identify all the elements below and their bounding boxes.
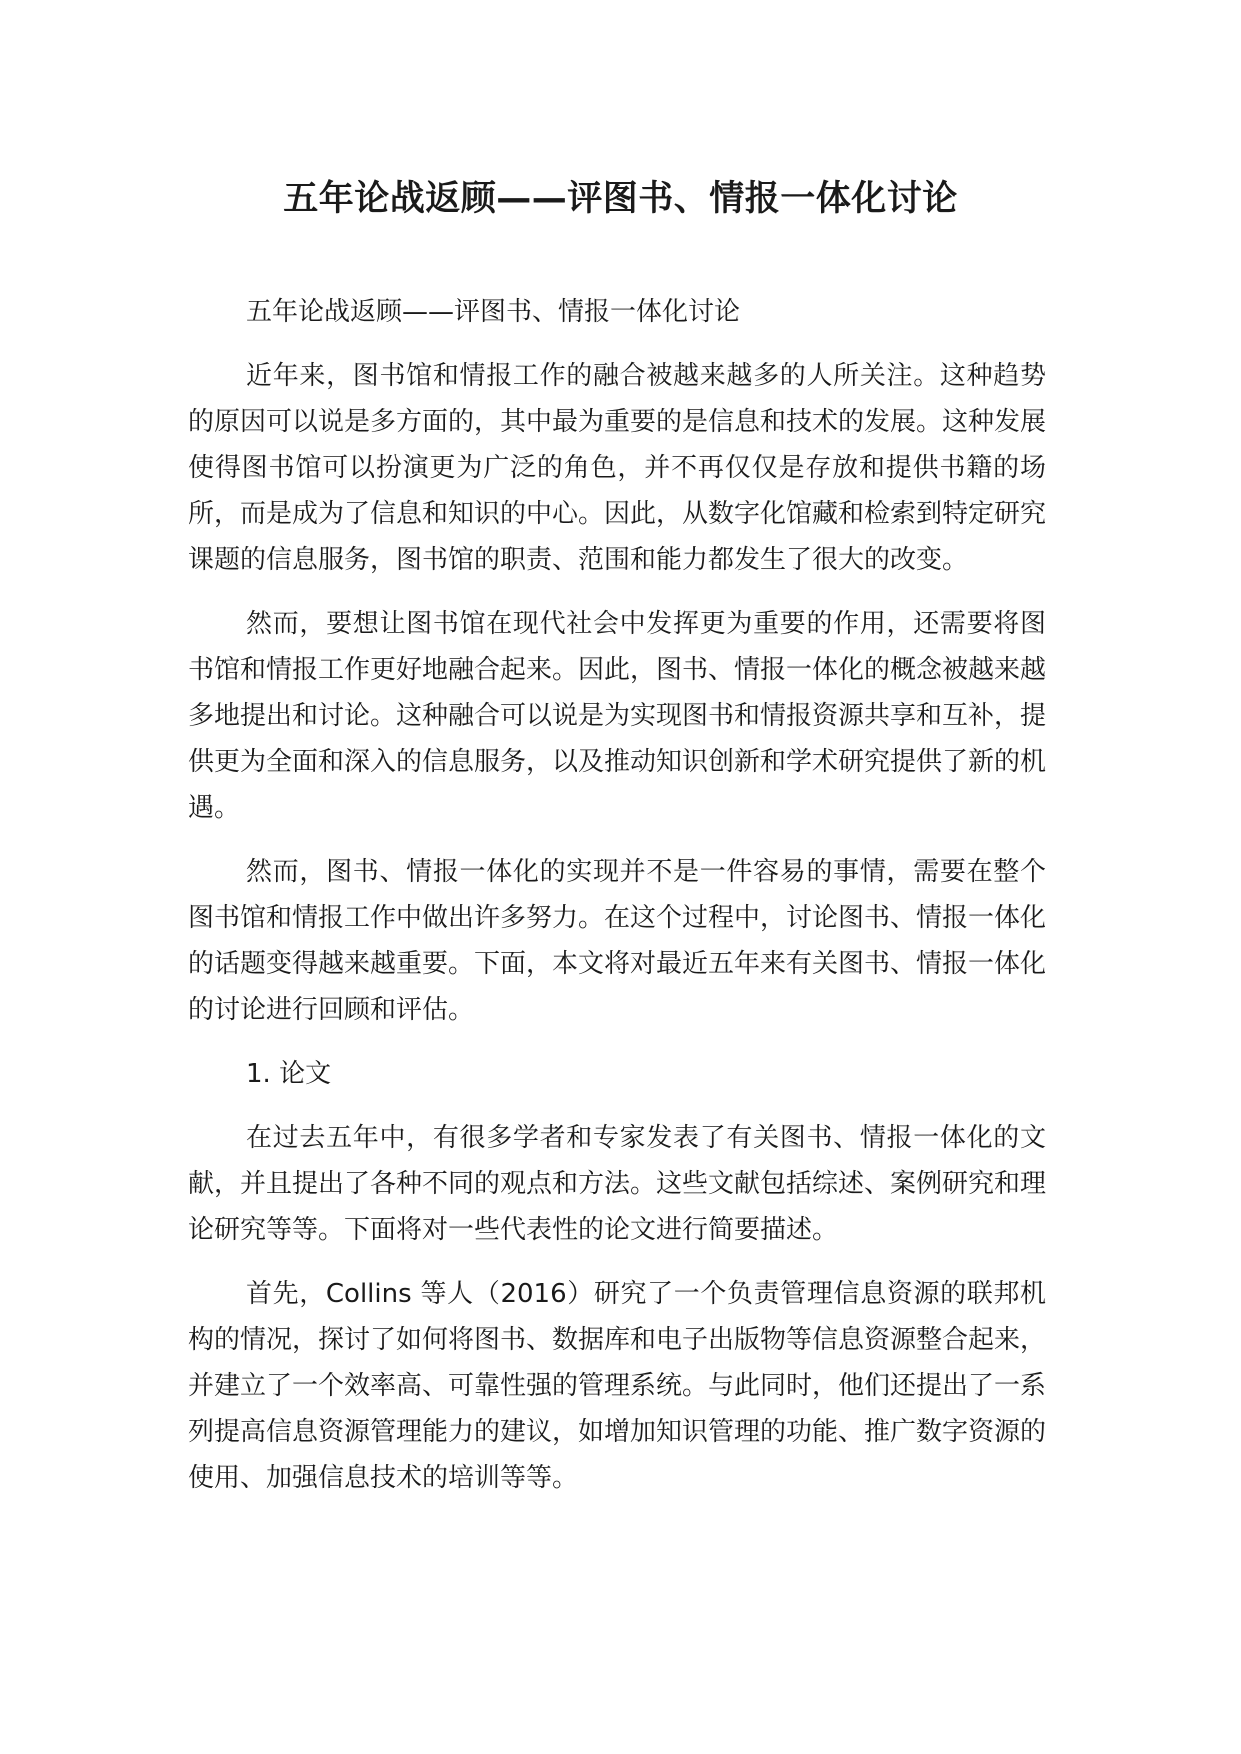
paragraph: 然而，图书、情报一体化的实现并不是一件容易的事情，需要在整个图书馆和情报工作中做出许多努力。在这个过程中，讨论图书、情报一体化的话题变得越来越重要。下面，本文将对最近五年来有关图书、情报一体化的讨论进行回顾和评估。 — [188, 857, 1047, 1025]
paragraph-subtitle: 五年论战返顾——评图书、情报一体化讨论 — [246, 297, 741, 327]
paragraph: 近年来，图书馆和情报工作的融合被越来越多的人所关注。这种趋势的原因可以说是多方面的，其中最为重要的是信息和技术的发展。这种发展使得图书馆可以扮演更为广泛的角色，并不再仅仅是存放和提供书籍的场所，而是成为了信息和知识的中心。因此，从数字化馆藏和检索到特定研究课题的信息服务，图书馆的职责、范围和能力都发生了很大的改变。 — [188, 361, 1047, 575]
section-heading: 1. 论文 — [246, 1059, 332, 1089]
document-body — [188, 289, 1046, 1519]
paragraph: 然而，要想让图书馆在现代社会中发挥更为重要的作用，还需要将图书馆和情报工作更好地融合起来。因此，图书、情报一体化的概念被越来越多地提出和讨论。这种融合可以说是为实现图书和情报资源共享和互补，提供更为全面和深入的信息服务，以及推动知识创新和学术研究提供了新的机遇。 — [188, 609, 1047, 823]
paragraph: 在过去五年中，有很多学者和专家发表了有关图书、情报一体化的文献，并且提出了各种不同的观点和方法。这些文献包括综述、案例研究和理论研究等等。下面将对一些代表性的论文进行简要描述。 — [188, 1123, 1047, 1245]
paragraph: 首先，Collins 等人（2016）研究了一个负责管理信息资源的联邦机构的情况，探讨了如何将图书、数据库和电子出版物等信息资源整合起来，并建立了一个效率高、可靠性强的管理系统。与此同时，他们还提出了一系列提高信息资源管理能力的建议，如增加知识管理的功能、推广数字资源的使用、加强信息技术的培训等等。 — [188, 1279, 1047, 1493]
document-title: 五年论战返顾——评图书、情报一体化讨论 — [283, 179, 958, 219]
